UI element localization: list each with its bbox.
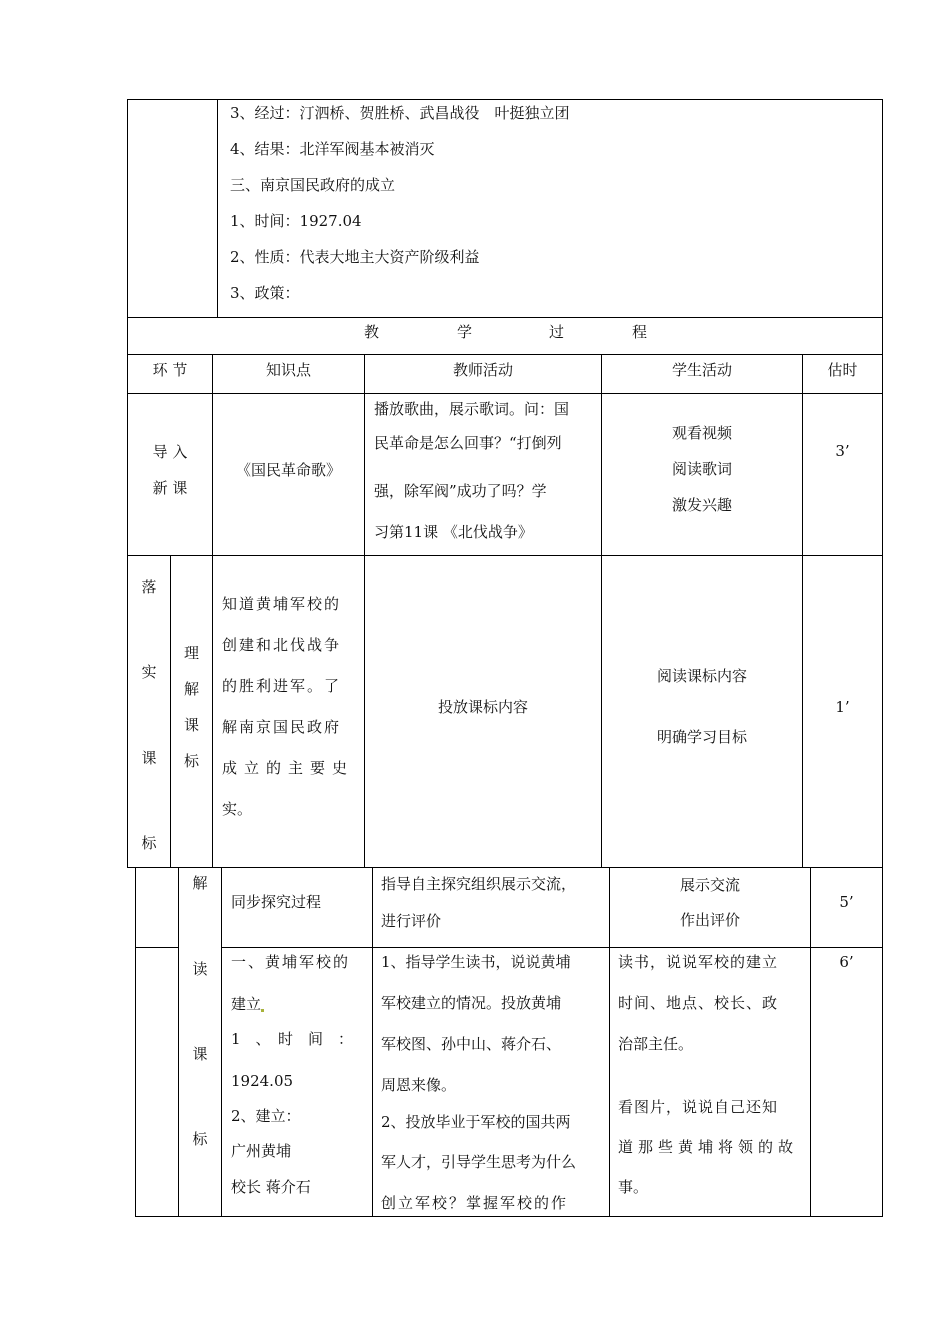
whampoa-student-line: 事。 xyxy=(618,1178,649,1196)
header-student: 学生活动 xyxy=(671,361,732,379)
whampoa-teacher-line: 周恩来像。 xyxy=(381,1076,457,1094)
process-title-char: 过 xyxy=(549,323,565,341)
whampoa-teacher-line: 1、指导学生读书，说说黄埔 xyxy=(381,953,571,971)
lower-col-1 xyxy=(178,867,179,1217)
whampoa-student-line: 时间、地点、校长、政 xyxy=(618,994,779,1012)
outline-line: 三、南京国民政府的成立 xyxy=(230,176,396,194)
outline-top-border xyxy=(127,99,883,100)
process-title-char: 教 xyxy=(364,323,380,341)
standard-stage-outer: 课 xyxy=(141,749,157,767)
explore-teacher-line: 进行评价 xyxy=(381,912,442,930)
whampoa-knowledge-line: 1 、 时 间 ： xyxy=(231,1030,354,1048)
intro-teacher-line: 播放歌曲，展示歌词。问：国 xyxy=(374,400,570,418)
highlight-mark xyxy=(261,1009,264,1012)
outline-line: 2、性质：代表大地主大资产阶级利益 xyxy=(230,248,480,266)
explore-row-bottom-left xyxy=(135,947,179,948)
explore-stage-inner: 读 xyxy=(192,960,208,978)
table-right-border xyxy=(882,99,883,1217)
process-title-char: 学 xyxy=(457,323,473,341)
whampoa-knowledge-line: 一、黄埔军校的 xyxy=(231,953,351,971)
explore-student: 展示交流 xyxy=(679,876,740,894)
whampoa-student-line: 道那些黄埔将领的故 xyxy=(618,1138,799,1156)
outline-line: 4、结果：北洋军阀基本被消灭 xyxy=(230,140,435,158)
standard-knowledge-line: 的胜利进军。了 xyxy=(222,677,342,695)
whampoa-student-line: 治部主任。 xyxy=(618,1035,694,1053)
outline-inner-divider xyxy=(217,99,218,317)
outline-line: 3、政策： xyxy=(230,284,300,302)
standard-stage-outer: 实 xyxy=(141,663,157,681)
explore-row-bottom-right xyxy=(221,947,883,948)
intro-stage: 新 课 xyxy=(152,479,188,497)
explore-teacher-line: 指导自主探究组织展示交流， xyxy=(381,875,577,893)
standard-stage-inner: 理 xyxy=(183,644,199,662)
whampoa-knowledge-line: 2、建立： xyxy=(231,1107,301,1125)
table-bottom-border xyxy=(135,1216,883,1217)
standard-student: 阅读课标内容 xyxy=(656,667,747,685)
header-knowledge: 知识点 xyxy=(265,361,311,379)
explore-stage-inner: 解 xyxy=(192,874,208,892)
intro-teacher-line: 民革命是怎么回事？“打倒列 xyxy=(374,434,562,452)
intro-teacher-line: 习第11课 《北伐战争》 xyxy=(374,523,533,541)
header-time: 估时 xyxy=(827,361,858,379)
header-stage: 环 节 xyxy=(152,361,188,379)
process-title-bottom xyxy=(127,354,883,355)
standard-knowledge-line: 实。 xyxy=(222,800,253,818)
standard-knowledge-line: 知道黄埔军校的 xyxy=(222,595,342,613)
explore-student: 作出评价 xyxy=(679,911,740,929)
col-divider-2 xyxy=(364,354,365,867)
intro-teacher-line: 强，除军阀”成功了吗？学 xyxy=(374,482,547,500)
lower-col-5 xyxy=(810,867,811,1217)
col-divider-stage-inner xyxy=(170,555,171,867)
whampoa-teacher-line: 创立军校？掌握军校的作 xyxy=(381,1194,569,1212)
standard-stage-inner: 标 xyxy=(183,752,199,770)
intro-student: 激发兴趣 xyxy=(671,496,732,514)
col-divider-1 xyxy=(212,354,213,867)
whampoa-knowledge-line: 1924.05 xyxy=(231,1072,294,1090)
header-row-bottom xyxy=(127,393,883,394)
intro-student: 阅读歌词 xyxy=(671,460,732,478)
whampoa-student-line: 看图片，说说自己还知 xyxy=(618,1098,779,1116)
standard-stage-inner: 课 xyxy=(183,716,199,734)
whampoa-teacher-line: 军校建立的情况。投放黄埔 xyxy=(381,994,562,1012)
explore-knowledge: 同步探究过程 xyxy=(231,893,322,911)
intro-row-bottom xyxy=(127,555,883,556)
header-teacher: 教师活动 xyxy=(452,361,513,379)
intro-student: 观看视频 xyxy=(671,424,732,442)
standard-knowledge-line: 成立的主要史 xyxy=(222,759,355,777)
standard-stage-outer: 标 xyxy=(141,834,157,852)
standard-knowledge-line: 创建和北伐战争 xyxy=(222,636,342,654)
whampoa-student-line: 读书，说说军校的建立 xyxy=(618,953,779,971)
whampoa-teacher-line: 军校图、孙中山、蒋介石、 xyxy=(381,1035,562,1053)
whampoa-teacher-line: 2、投放毕业于军校的国共两 xyxy=(381,1113,571,1131)
lower-left-border xyxy=(135,867,136,1217)
standard-knowledge-line: 解南京国民政府 xyxy=(222,718,342,736)
lower-col-2 xyxy=(221,867,222,1217)
whampoa-knowledge-line: 广州黄埔 xyxy=(231,1142,292,1160)
standard-row-bottom xyxy=(127,867,883,868)
whampoa-time: 6’ xyxy=(839,953,854,971)
standard-teacher: 投放课标内容 xyxy=(437,698,528,716)
whampoa-knowledge-line: 校长 蒋介石 xyxy=(231,1178,311,1196)
standard-student: 明确学习目标 xyxy=(656,728,747,746)
whampoa-teacher-line: 军人才，引导学生思考为什么 xyxy=(381,1153,577,1171)
explore-stage-inner: 课 xyxy=(192,1045,208,1063)
outline-line: 3、经过：汀泗桥、贺胜桥、武昌战役 叶挺独立团 xyxy=(230,104,570,122)
standard-stage-outer: 落 xyxy=(141,578,157,596)
explore-time: 5’ xyxy=(839,893,854,911)
intro-time: 3’ xyxy=(835,442,850,460)
col-divider-4 xyxy=(802,354,803,867)
standard-stage-inner: 解 xyxy=(183,680,199,698)
whampoa-knowledge-line: 建立 xyxy=(231,994,264,1014)
explore-stage-inner: 标 xyxy=(192,1130,208,1148)
outline-line: 1、时间：1927.04 xyxy=(230,212,362,230)
outline-bottom-border xyxy=(127,317,883,318)
intro-stage: 导 入 xyxy=(152,443,188,461)
lower-col-3 xyxy=(372,867,373,1217)
process-title-char: 程 xyxy=(632,323,648,341)
intro-knowledge: 《国民革命歌》 xyxy=(235,461,341,479)
standard-time: 1’ xyxy=(835,698,850,716)
